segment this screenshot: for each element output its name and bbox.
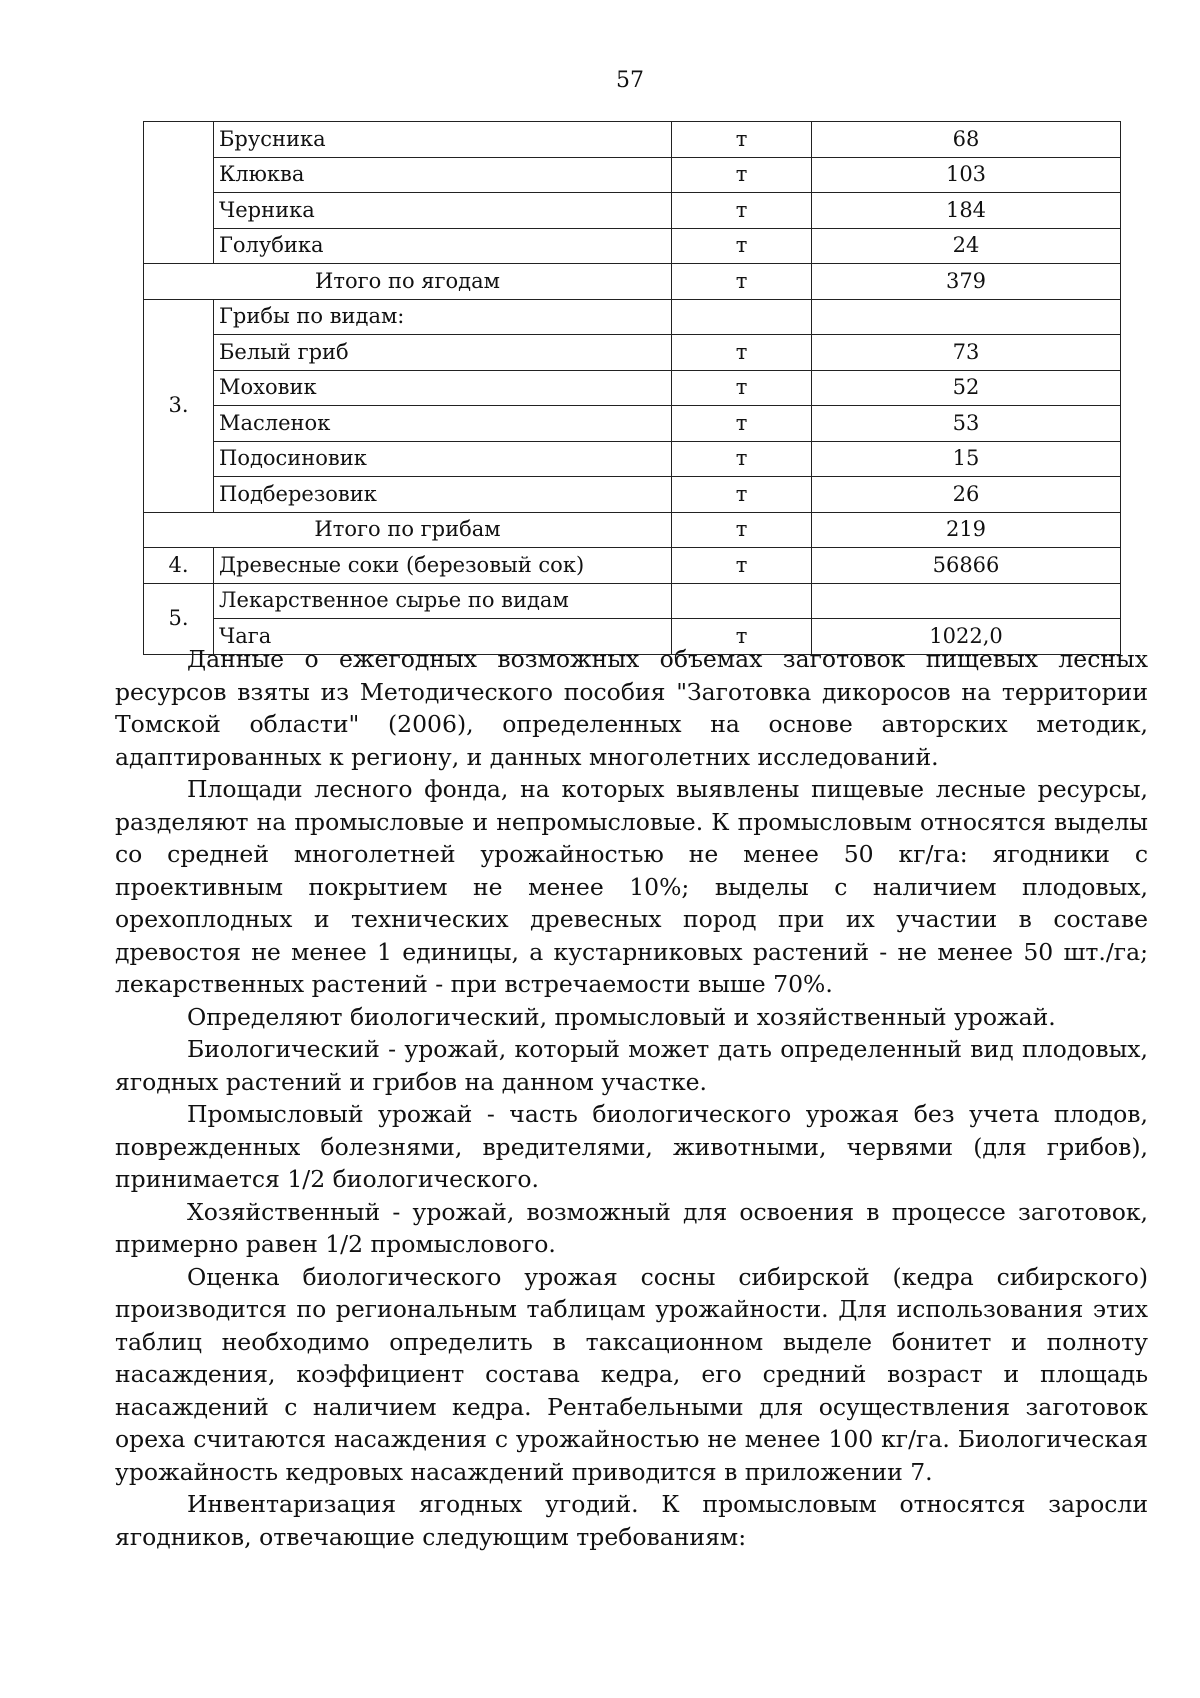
paragraph: Оценка биологического урожая сосны сибирской (кедра сибирского) производится по региональным таблицам урожайности. Для использования этих таблиц необходимо определить в таксационном выделе бонитет и полноту насаждения, коэффициент состава кедра, его средний возраст и площадь насаждений с наличием кедра. Рентабельными для осуществления заготовок ореха считаются насаждения с урожайностью не менее 100 кг/га. Биологическая урожайность кедровых насаждений приводится в приложении 7. — [115, 1262, 1148, 1486]
table-row — [144, 441, 1121, 477]
value-cell: 379 — [812, 264, 1121, 300]
row-number-cell: 5. — [144, 583, 214, 654]
unit-cell: т — [672, 122, 812, 158]
table-row-total — [144, 264, 1121, 300]
value-cell: 219 — [812, 512, 1121, 548]
value-cell: 1022,0 — [812, 619, 1121, 655]
page-number: 57 — [616, 68, 644, 93]
unit-cell — [672, 583, 812, 619]
paragraph: Площади лесного фонда, на которых выявлены пищевые лесные ресурсы, разделяют на промысловые и непромысловые. К промысловым относятся выделы со средней многолетней урожайностью не менее 50 кг/га: ягодники с проективным покрытием не менее 10%; выделы с наличием плодовых, орехоплодных и технических древесных пород при их участии в составе древостоя не менее 1 единицы, а кустарниковых растений - не менее 50 шт./га; лекарственных растений - при встречаемости выше 70%. — [115, 775, 1148, 998]
paragraph: Биологический - урожай, который может дать определенный вид плодовых, ягодных растений и грибов на данном участке. — [115, 1035, 1148, 1096]
total-label: Итого по грибам — [144, 512, 672, 548]
value-cell: 73 — [812, 335, 1121, 371]
resource-name: Подберезовик — [214, 477, 672, 513]
value-cell: 15 — [812, 441, 1121, 477]
unit-cell: т — [672, 157, 812, 193]
table-row — [144, 406, 1121, 442]
unit-cell — [672, 299, 812, 335]
resource-name: Чага — [214, 619, 672, 655]
resource-name: Масленок — [214, 406, 672, 442]
unit-cell: т — [672, 370, 812, 406]
total-label: Итого по ягодам — [144, 264, 672, 300]
value-cell: 26 — [812, 477, 1121, 513]
table-row — [144, 370, 1121, 406]
table-row — [144, 157, 1121, 193]
table-row — [144, 583, 1121, 619]
table-row-total — [144, 512, 1121, 548]
table-row — [144, 335, 1121, 371]
unit-cell: т — [672, 548, 812, 584]
value-cell: 184 — [812, 193, 1121, 229]
unit-cell: т — [672, 441, 812, 477]
table-row — [144, 193, 1121, 229]
unit-cell: т — [672, 264, 812, 300]
row-number-cell: 3. — [144, 299, 214, 512]
resource-name: Белый гриб — [214, 335, 672, 371]
unit-cell: т — [672, 619, 812, 655]
body-text — [115, 643, 1148, 1553]
unit-cell: т — [672, 193, 812, 229]
unit-cell: т — [672, 335, 812, 371]
resource-name: Брусника — [214, 122, 672, 158]
value-cell — [812, 299, 1121, 335]
paragraph: Инвентаризация ягодных угодий. К промысловым относятся заросли ягодников, отвечающие следующим требованиям: — [115, 1490, 1148, 1551]
resource-name: Моховик — [214, 370, 672, 406]
value-cell — [812, 583, 1121, 619]
table-row — [144, 477, 1121, 513]
resource-name: Черника — [214, 193, 672, 229]
paragraph: Данные о ежегодных возможных объемах заготовок пищевых лесных ресурсов взяты из Методического пособия "Заготовка дикоросов на территории Томской области" (2006), определенных на основе авторских методик, адаптированных к региону, и данных многолетних исследований. — [115, 645, 1148, 771]
value-cell: 52 — [812, 370, 1121, 406]
unit-cell: т — [672, 477, 812, 513]
table-row — [144, 228, 1121, 264]
unit-cell: т — [672, 512, 812, 548]
value-cell: 24 — [812, 228, 1121, 264]
table-row — [144, 299, 1121, 335]
paragraph: Хозяйственный - урожай, возможный для освоения в процессе заготовок, примерно равен 1/2 промыслового. — [115, 1197, 1148, 1258]
value-cell: 56866 — [812, 548, 1121, 584]
table-row — [144, 122, 1121, 158]
paragraph: Промысловый урожай - часть биологического урожая без учета плодов, поврежденных болезнями, вредителями, животными, червями (для грибов), принимается 1/2 биологического. — [115, 1100, 1148, 1193]
value-cell: 53 — [812, 406, 1121, 442]
unit-cell: т — [672, 228, 812, 264]
resources-table — [143, 121, 1121, 655]
resource-name: Древесные соки (березовый сок) — [214, 548, 672, 584]
row-number-cell — [144, 122, 214, 264]
resource-name: Лекарственное сырье по видам — [214, 583, 672, 619]
value-cell: 68 — [812, 122, 1121, 158]
paragraph: Определяют биологический, промысловый и хозяйственный урожай. — [187, 1002, 1056, 1031]
unit-cell: т — [672, 406, 812, 442]
value-cell: 103 — [812, 157, 1121, 193]
row-number-cell: 4. — [144, 548, 214, 584]
resource-name: Грибы по видам: — [214, 299, 672, 335]
resource-name: Подосиновик — [214, 441, 672, 477]
resource-name: Голубика — [214, 228, 672, 264]
table-row — [144, 548, 1121, 584]
resource-name: Клюква — [214, 157, 672, 193]
